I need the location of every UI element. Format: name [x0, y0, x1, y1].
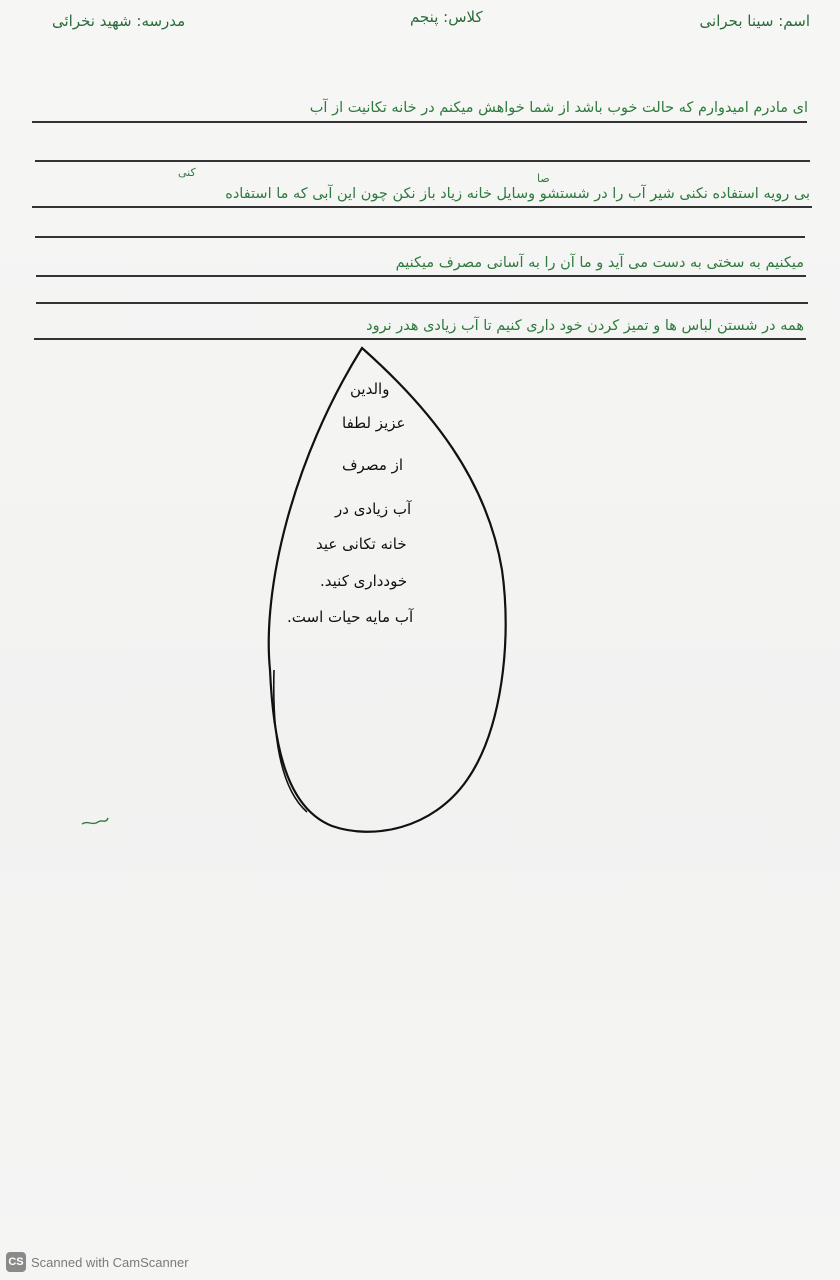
drop-message-line: آب زیادی در — [335, 500, 412, 518]
ruled-line — [36, 275, 806, 277]
correction-annotation: صا — [537, 172, 550, 185]
student-class: کلاس: پنجم — [410, 8, 483, 26]
drop-message-line: خودداری کنید. — [320, 572, 408, 590]
ruled-line — [35, 236, 805, 238]
school-name: مدرسه: شهید نخرائی — [52, 12, 186, 30]
letter-line: ای مادرم امیدوارم که حالت خوب باشد از شما خواهش میکنم در خانه تکانیت از آب — [309, 100, 808, 116]
camscanner-watermark — [6, 1252, 189, 1272]
watermark-text: Scanned with CamScanner — [31, 1254, 189, 1270]
letter-line: همه در شستن لباس ها و تمیز کردن خود داری کنیم تا آب زیادی هدر نرود — [366, 318, 804, 334]
letter-line: میکنیم به سختی به دست می آید و ما آن را به آسانی مصرف میکنیم — [395, 255, 804, 271]
drop-message-line: عزیز لطفا — [342, 414, 406, 432]
student-name: اسم: سینا بحرانی — [699, 12, 810, 30]
drop-message-line: والدین — [350, 380, 390, 398]
drop-message-line: از مصرف — [342, 456, 404, 474]
ruled-line — [32, 121, 807, 123]
drop-message-line: آب مایه حیات است. — [287, 608, 414, 626]
ruled-line — [32, 206, 812, 208]
ruled-line — [35, 160, 810, 162]
letter-line: بی رویه استفاده نکنی شیر آب را در شستشو وسایل خانه زیاد باز نکن چون این آبی که ما استفاده — [225, 186, 810, 202]
camscanner-logo-icon: CS — [6, 1252, 26, 1272]
pen-squiggle-mark — [80, 810, 110, 830]
ruled-line — [36, 302, 808, 304]
drop-message-line: خانه تکانی عید — [316, 535, 407, 553]
correction-annotation: کنی — [178, 166, 196, 179]
